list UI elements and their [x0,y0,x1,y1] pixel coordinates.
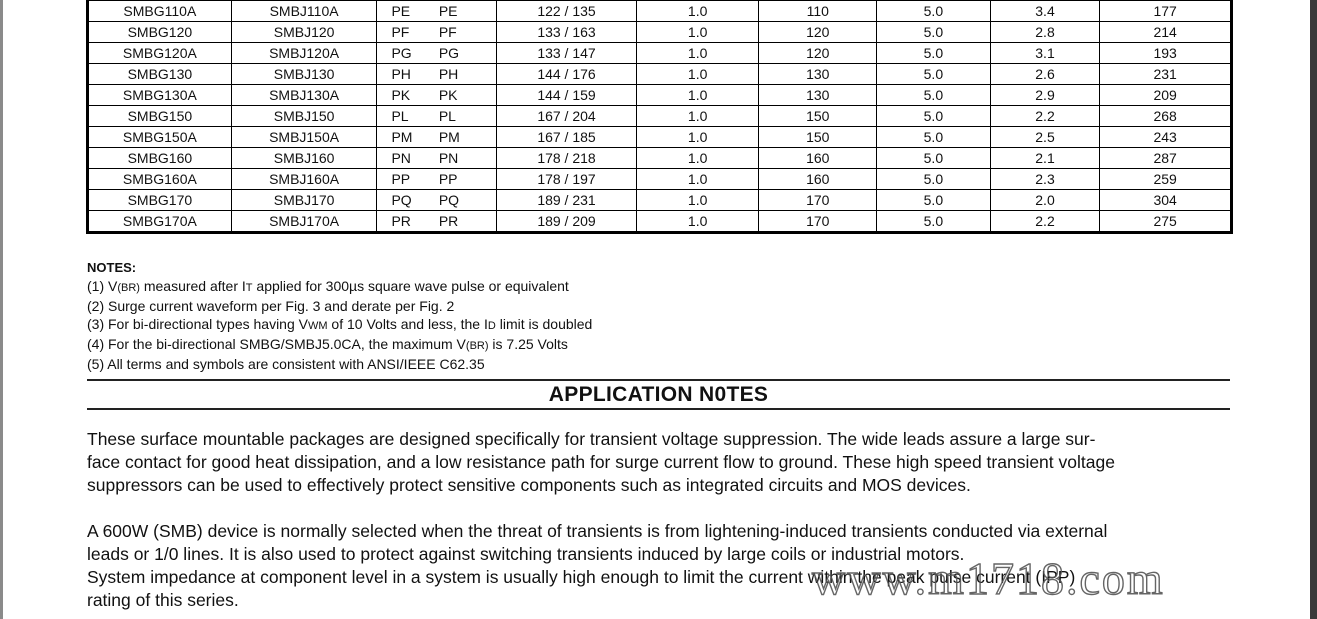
note-3: (3) For bi-directional types having VWM of 10 Volts and less, the ID limit is doubled [87,316,593,332]
breakdown-voltage-cell: 178 / 197 [497,169,637,190]
standoff-voltage-cell: 170 [759,190,877,211]
standoff-voltage-cell: 150 [759,127,877,148]
table-row [88,148,1232,169]
marking-bi-cell: PM [437,127,497,148]
clamping-voltage-cell: 268 [1100,106,1232,127]
marking-bi-cell: PG [437,43,497,64]
peak-pulse-current-cell: 2.5 [990,127,1100,148]
table-row [88,190,1232,211]
notes-section [87,259,592,373]
clamping-voltage-cell: 275 [1100,211,1232,233]
test-current-cell: 1.0 [636,211,759,233]
breakdown-voltage-cell: 144 / 176 [497,64,637,85]
part-smbg-cell: SMBG160A [88,169,232,190]
table-row [88,85,1232,106]
leakage-current-cell: 5.0 [877,106,991,127]
clamping-voltage-cell: 304 [1100,190,1232,211]
marking-uni-cell: PF [377,22,437,43]
test-current-cell: 1.0 [636,190,759,211]
part-smbg-cell: SMBG150A [88,127,232,148]
part-smbj-cell: SMBJ170A [231,211,377,233]
paragraph-line: System impedance at component level in a system is usually high enough to limit the current within the peak pulse current (IPP) [87,567,1076,587]
breakdown-voltage-cell: 189 / 209 [497,211,637,233]
section-rule-top [87,379,1230,381]
marking-bi-cell: PP [437,169,497,190]
table-row [88,0,1232,22]
marking-uni-cell: PK [377,85,437,106]
note-2: (2) Surge current waveform per Fig. 3 and derate per Fig. 2 [87,298,455,314]
test-current-cell: 1.0 [636,0,759,22]
clamping-voltage-cell: 177 [1100,0,1232,22]
clamping-voltage-cell: 193 [1100,43,1232,64]
test-current-cell: 1.0 [636,43,759,64]
marking-uni-cell: PG [377,43,437,64]
leakage-current-cell: 5.0 [877,64,991,85]
breakdown-voltage-cell: 167 / 204 [497,106,637,127]
part-smbj-cell: SMBJ120 [231,22,377,43]
test-current-cell: 1.0 [636,148,759,169]
test-current-cell: 1.0 [636,106,759,127]
marking-uni-cell: PP [377,169,437,190]
paragraph-line: A 600W (SMB) device is normally selected when the threat of transients is from lightening-induced transients conducted via external [87,521,1108,541]
table-row [88,106,1232,127]
peak-pulse-current-cell: 3.1 [990,43,1100,64]
note-1: (1) V(BR) measured after IT applied for 300µs square wave pulse or equivalent [87,278,569,294]
part-smbj-cell: SMBJ150A [231,127,377,148]
breakdown-voltage-cell: 178 / 218 [497,148,637,169]
marking-uni-cell: PR [377,211,437,233]
standoff-voltage-cell: 110 [759,0,877,22]
peak-pulse-current-cell: 2.9 [990,85,1100,106]
part-smbg-cell: SMBG130A [88,85,232,106]
test-current-cell: 1.0 [636,127,759,148]
peak-pulse-current-cell: 2.2 [990,211,1100,233]
clamping-voltage-cell: 259 [1100,169,1232,190]
table-row [88,64,1232,85]
part-smbj-cell: SMBJ110A [231,0,377,22]
note-4: (4) For the bi-directional SMBG/SMBJ5.0CA, the maximum V(BR) is 7.25 Volts [87,336,568,352]
section-rule-bottom [87,408,1230,410]
leakage-current-cell: 5.0 [877,169,991,190]
breakdown-voltage-cell: 144 / 159 [497,85,637,106]
marking-uni-cell: PN [377,148,437,169]
part-smbg-cell: SMBG160 [88,148,232,169]
scrollbar[interactable] [1310,0,1317,619]
leakage-current-cell: 5.0 [877,127,991,148]
peak-pulse-current-cell: 2.2 [990,106,1100,127]
marking-uni-cell: PL [377,106,437,127]
page-edge-left [0,0,3,619]
standoff-voltage-cell: 120 [759,43,877,64]
breakdown-voltage-cell: 122 / 135 [497,0,637,22]
marking-bi-cell: PL [437,106,497,127]
marking-bi-cell: PH [437,64,497,85]
standoff-voltage-cell: 130 [759,64,877,85]
breakdown-voltage-cell: 189 / 231 [497,190,637,211]
peak-pulse-current-cell: 2.1 [990,148,1100,169]
part-smbg-cell: SMBG130 [88,64,232,85]
clamping-voltage-cell: 287 [1100,148,1232,169]
part-smbg-cell: SMBG150 [88,106,232,127]
part-smbj-cell: SMBJ130 [231,64,377,85]
test-current-cell: 1.0 [636,64,759,85]
leakage-current-cell: 5.0 [877,85,991,106]
standoff-voltage-cell: 150 [759,106,877,127]
paragraph-line: rating of this series. [87,590,239,610]
table-row [88,127,1232,148]
paragraph-line: leads or 1/0 lines. It is also used to protect against switching transients induced by large coils or industrial motors. [87,544,965,564]
peak-pulse-current-cell: 2.6 [990,64,1100,85]
table-row [88,211,1232,233]
part-smbg-cell: SMBG120 [88,22,232,43]
clamping-voltage-cell: 214 [1100,22,1232,43]
part-smbj-cell: SMBJ160A [231,169,377,190]
breakdown-voltage-cell: 133 / 147 [497,43,637,64]
notes-title: NOTES: [87,260,137,275]
table-row [88,169,1232,190]
table-row [88,43,1232,64]
table-row [88,22,1232,43]
paragraph-line: These surface mountable packages are designed specifically for transient voltage suppression. The wide leads assure a large sur- [87,429,1096,449]
marking-bi-cell: PQ [437,190,497,211]
marking-uni-cell: PH [377,64,437,85]
peak-pulse-current-cell: 2.3 [990,169,1100,190]
part-smbg-cell: SMBG170 [88,190,232,211]
leakage-current-cell: 5.0 [877,211,991,233]
application-paragraph-1 [87,428,1237,497]
part-smbj-cell: SMBJ150 [231,106,377,127]
marking-uni-cell: PE [377,0,437,22]
breakdown-voltage-cell: 133 / 163 [497,22,637,43]
leakage-current-cell: 5.0 [877,148,991,169]
peak-pulse-current-cell: 2.0 [990,190,1100,211]
standoff-voltage-cell: 130 [759,85,877,106]
device-spec-table [86,0,1233,234]
note-5: (5) All terms and symbols are consistent with ANSI/IEEE C62.35 [87,356,485,372]
clamping-voltage-cell: 231 [1100,64,1232,85]
standoff-voltage-cell: 120 [759,22,877,43]
marking-uni-cell: PM [377,127,437,148]
part-smbg-cell: SMBG170A [88,211,232,233]
part-smbj-cell: SMBJ160 [231,148,377,169]
clamping-voltage-cell: 243 [1100,127,1232,148]
peak-pulse-current-cell: 3.4 [990,0,1100,22]
test-current-cell: 1.0 [636,169,759,190]
test-current-cell: 1.0 [636,22,759,43]
standoff-voltage-cell: 160 [759,169,877,190]
marking-bi-cell: PK [437,85,497,106]
leakage-current-cell: 5.0 [877,0,991,22]
leakage-current-cell: 5.0 [877,22,991,43]
marking-bi-cell: PN [437,148,497,169]
part-smbj-cell: SMBJ170 [231,190,377,211]
paragraph-line: face contact for good heat dissipation, and a low resistance path for surge current flow to ground. These high speed transient voltage [87,452,1115,472]
part-smbg-cell: SMBG110A [88,0,232,22]
test-current-cell: 1.0 [636,85,759,106]
part-smbj-cell: SMBJ130A [231,85,377,106]
part-smbg-cell: SMBG120A [88,43,232,64]
marking-bi-cell: PE [437,0,497,22]
standoff-voltage-cell: 160 [759,148,877,169]
marking-bi-cell: PR [437,211,497,233]
application-notes-title: APPLICATION N0TES [548,383,769,406]
clamping-voltage-cell: 209 [1100,85,1232,106]
marking-bi-cell: PF [437,22,497,43]
peak-pulse-current-cell: 2.8 [990,22,1100,43]
breakdown-voltage-cell: 167 / 185 [497,127,637,148]
leakage-current-cell: 5.0 [877,190,991,211]
marking-uni-cell: PQ [377,190,437,211]
paragraph-line: suppressors can be used to effectively protect sensitive components such as integrated circuits and MOS devices. [87,475,971,495]
watermark: www.m1718.com [812,553,1165,604]
standoff-voltage-cell: 170 [759,211,877,233]
leakage-current-cell: 5.0 [877,43,991,64]
part-smbj-cell: SMBJ120A [231,43,377,64]
